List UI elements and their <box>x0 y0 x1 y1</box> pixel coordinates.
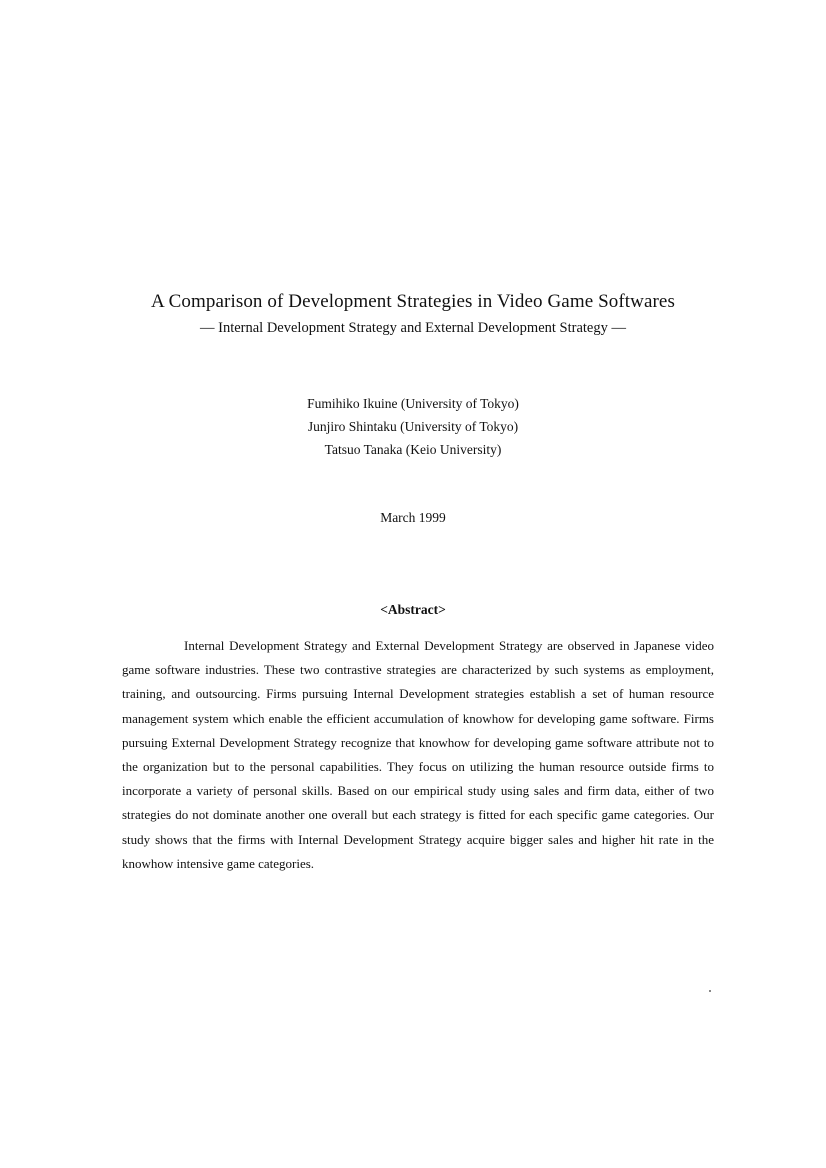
scan-speck <box>709 990 711 992</box>
author-3: Tatsuo Tanaka (Keio University) <box>324 442 502 457</box>
paper-title: A Comparison of Development Strategies in Video Game Softwares <box>151 291 675 312</box>
author-2: Junjiro Shintaku (University of Tokyo) <box>307 419 519 434</box>
paper-subtitle: — Internal Development Strategy and External Development Strategy — <box>199 320 626 336</box>
publication-date: March 1999 <box>380 510 446 525</box>
author-list <box>0 392 826 461</box>
abstract-heading: <Abstract> <box>380 602 446 617</box>
abstract-body: Internal Development Strategy and External Development Strategy are observed in Japanese video game software industries. These two contrastive strategies are characterized by such systems as employment, training, and outsourcing. Firms pursuing Internal Development strategies establish a set of human resource management system which enable the efficient accumulation of knowhow for developing game software. Firms pursuing External Development Strategy recognize that knowhow for developing game software attribute not to the organization but to the personal capabilities. They focus on utilizing the human resource outside firms to incorporate a variety of personal skills. Based on our empirical study using sales and firm data, either of two strategies do not dominate another one overall but each strategy is fitted for each specific game categories. Our study shows that the firms with Internal Development Strategy acquire bigger sales and higher hit rate in the knowhow intensive game categories. <box>122 638 714 871</box>
author-1: Fumihiko Ikuine (University of Tokyo) <box>307 396 519 411</box>
